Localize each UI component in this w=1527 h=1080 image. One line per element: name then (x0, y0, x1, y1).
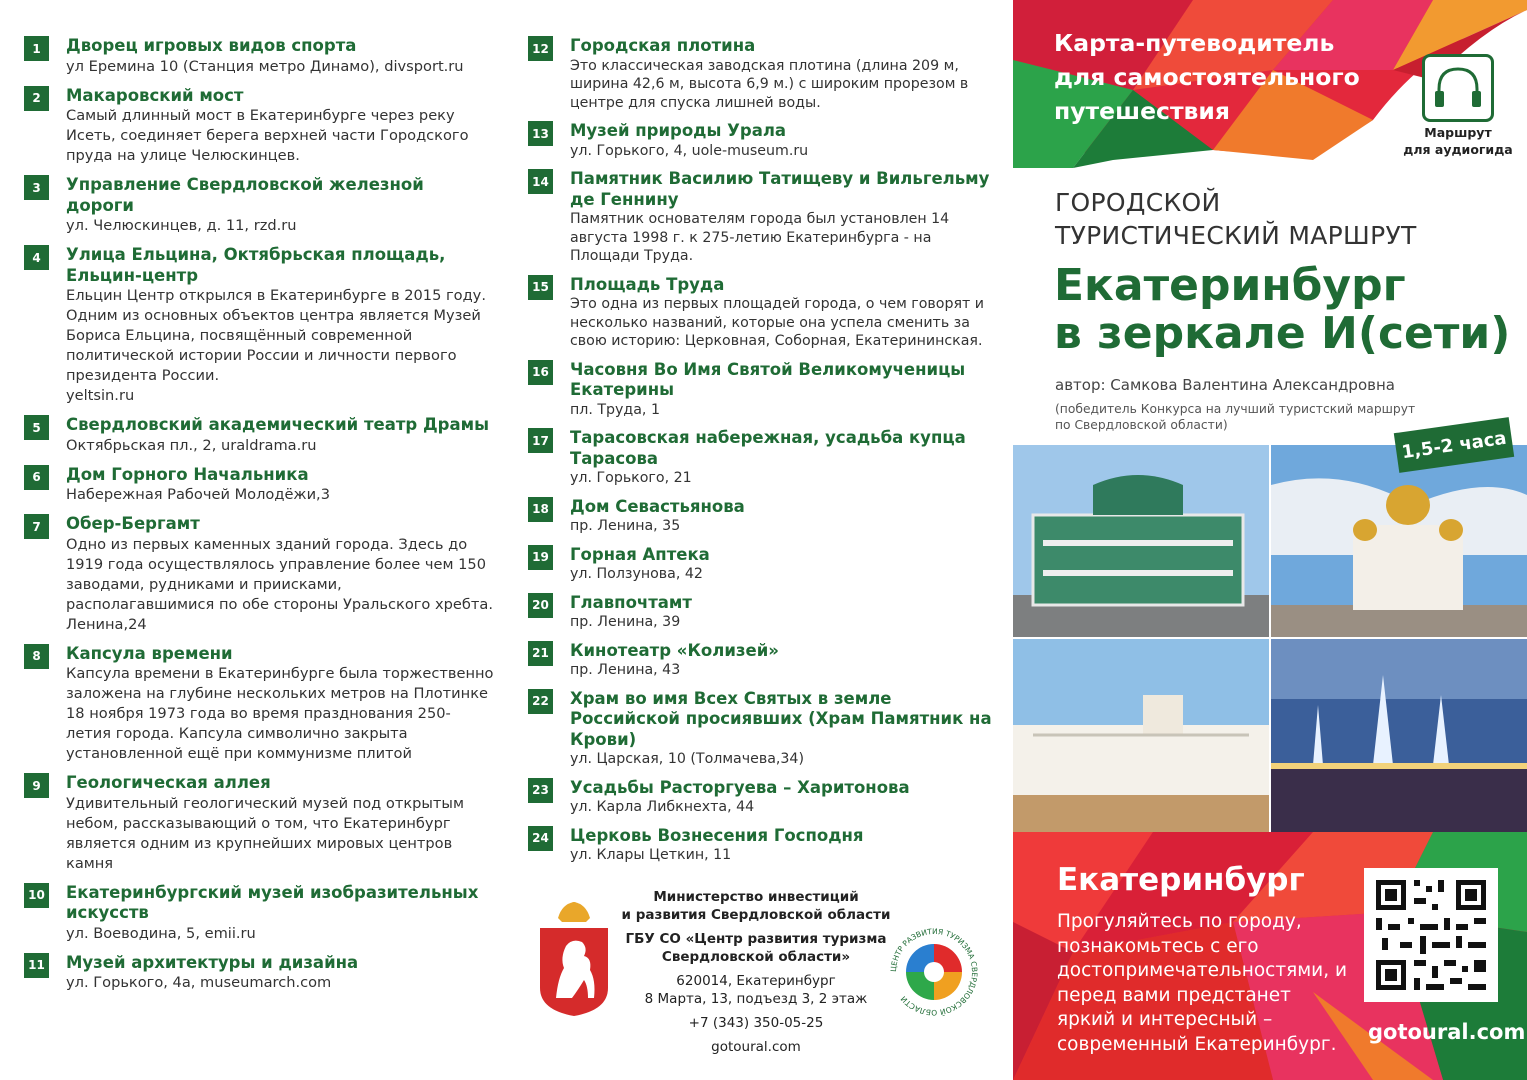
audio-guide-box[interactable] (1422, 54, 1494, 122)
route-title (1054, 262, 1510, 358)
stop-number-badge: 2 (24, 86, 49, 111)
stop-number-badge: 21 (528, 641, 553, 666)
route-stop (528, 169, 998, 266)
stop-description: Удивительный геологический музей под открытым небом, рассказывающий о том, что Екатеринбург является одним из крупнейших мировых центров камня (66, 794, 464, 872)
stop-number-badge: 4 (24, 245, 49, 270)
stop-body (66, 465, 494, 506)
stop-body (66, 514, 494, 635)
stop-title: Часовня Во Имя Святой Великомученицы Екатерины (570, 359, 966, 399)
stop-description: пр. Ленина, 43 (570, 662, 681, 678)
stop-title: Управление Свердловской железной дороги (66, 175, 424, 215)
stop-body (570, 778, 998, 817)
middle-column (528, 36, 998, 874)
stop-number-badge: 23 (528, 778, 553, 803)
route-stop (24, 953, 494, 994)
stop-body (66, 36, 494, 77)
stop-body (570, 497, 998, 536)
tourism-logo-text: ЦЕНТР РАЗВИТИЯ ТУРИЗМА СВЕРДЛОВСКОЙ ОБЛАСТИ (888, 926, 980, 1018)
ministry-line-3: ГБУ СО «Центр развития туризма (625, 931, 887, 947)
stop-title: Городская плотина (570, 36, 756, 55)
stop-body (66, 245, 494, 406)
stop-description: пл. Труда, 1 (570, 401, 660, 418)
ministry-phone: +7 (343) 350-05-25 (688, 1015, 824, 1031)
route-stop (24, 175, 494, 236)
stop-body (66, 953, 494, 994)
stop-body (570, 428, 998, 488)
left-column (24, 36, 494, 1002)
route-stop (528, 593, 998, 632)
route-title-line-1: Екатеринбург (1054, 260, 1406, 311)
stop-number-badge: 12 (528, 36, 553, 61)
route-stop (528, 121, 998, 160)
stop-body (570, 169, 998, 266)
route-stop (24, 644, 494, 765)
stop-description: ул. Челюскинцев, д. 11, rzd.ru (66, 217, 297, 234)
stop-title: Горная Аптека (570, 544, 710, 564)
route-stop (528, 545, 998, 584)
route-stop (528, 428, 998, 488)
stop-number-badge: 16 (528, 360, 553, 385)
ministry-block (538, 888, 988, 1068)
stop-title: Дом Севастьянова (570, 496, 745, 516)
stop-body (66, 415, 494, 456)
stop-number-badge: 8 (24, 644, 49, 669)
stop-number-badge: 9 (24, 773, 49, 798)
ministry-line-2: и развития Свердловской области (621, 907, 891, 923)
stop-description: Набережная Рабочей Молодёжи,3 (66, 486, 330, 503)
photo-sevastyanov-house (1013, 445, 1269, 637)
stop-title: Дворец игровых видов спорта (66, 36, 357, 55)
stop-body (570, 641, 998, 680)
city-description: Прогуляйтесь по городу, познакомьтесь с его достопримечательностями, и перед вами предстанет яркий и интересный – современный Екатеринбург. (1057, 911, 1347, 1055)
stop-number-badge: 5 (24, 415, 49, 440)
stop-number-badge: 24 (528, 826, 553, 851)
stop-number-badge: 18 (528, 497, 553, 522)
stop-description: ул. Горького, 4, uole-museum.ru (570, 142, 809, 159)
stop-body (66, 883, 494, 944)
stop-title: Храм во имя Всех Святых в земле Российской просиявших (Храм Памятник на Крови) (570, 688, 992, 749)
stop-body (66, 644, 494, 765)
stop-number-badge: 6 (24, 465, 49, 490)
stop-number-badge: 10 (24, 883, 49, 908)
stop-body (570, 275, 998, 351)
ministry-text (616, 888, 896, 1056)
stop-title: Музей архитектуры и дизайна (66, 952, 359, 972)
route-stop (24, 245, 494, 406)
stop-description: ул. Горького, 4а, museumarch.com (66, 974, 332, 991)
ministry-site[interactable]: gotoural.com (711, 1039, 801, 1055)
audio-guide-label (1395, 124, 1521, 158)
stop-title: Кинотеатр «Колизей» (570, 640, 779, 660)
photo-collage (1013, 445, 1527, 832)
route-stop (528, 275, 998, 351)
stop-description: ул. Клары Цеткин, 11 (570, 847, 732, 863)
stop-number-badge: 14 (528, 169, 553, 194)
winner-note-line-1: (победитель Конкурса на лучший туристский маршрут (1055, 402, 1416, 416)
stop-title: Улица Ельцина, Октябрьская площадь, Ельцин-центр (66, 245, 446, 285)
stop-title: Памятник Василию Татищеву и Вильгельму де Геннину (570, 169, 990, 209)
stop-title: Дом Горного Начальника (66, 464, 309, 484)
route-stop (24, 415, 494, 456)
stop-body (66, 86, 494, 167)
stop-title: Свердловский академический театр Драмы (66, 415, 490, 434)
photo-church-on-blood (1271, 445, 1527, 637)
route-stop (24, 465, 494, 506)
route-stop (528, 497, 998, 536)
stop-body (66, 175, 494, 236)
stop-number-badge: 17 (528, 428, 553, 453)
route-stop (24, 773, 494, 874)
stop-number-badge: 19 (528, 545, 553, 570)
stop-number-badge: 1 (24, 36, 49, 61)
stop-title: Тарасовская набережная, усадьба купца Тарасова (570, 428, 966, 468)
stop-number-badge: 3 (24, 175, 49, 200)
ministry-address-2: 8 Марта, 13, подъезд 3, 2 этаж (644, 991, 868, 1007)
stop-number-badge: 15 (528, 275, 553, 300)
stop-description: ул. Воеводина, 5, emii.ru (66, 924, 256, 942)
route-stop (24, 36, 494, 77)
route-subtitle (1055, 186, 1417, 252)
stop-body (570, 593, 998, 632)
stop-title: Екатеринбургский музей изобразительных искусств (66, 882, 479, 922)
website-link[interactable]: gotoural.com (1368, 1020, 1526, 1044)
stop-description: Октябрьская пл., 2, uraldrama.ru (66, 436, 317, 454)
stop-body (66, 773, 494, 874)
stop-title: Музей природы Урала (570, 121, 787, 140)
ministry-line-1: Министерство инвестиций (653, 889, 859, 905)
stop-description: ул Еремина 10 (Станция метро Динамо), divsport.ru (66, 57, 464, 75)
guide-title: Карта-путеводитель для самостоятельного путешествия (1054, 29, 1360, 125)
qr-code[interactable] (1364, 868, 1498, 1002)
winner-note (1055, 401, 1415, 433)
stop-title: Площадь Труда (570, 274, 725, 294)
stop-description: Это одна из первых площадей города, о чем говорят и несколько названий, которые она успела сменить за свою историю: Церковная, Соборная, Екатерининская. (570, 296, 985, 349)
stop-number-badge: 7 (24, 514, 49, 539)
coat-of-arms-logo (538, 898, 610, 1016)
stop-title: Обер-Бергамт (66, 514, 200, 533)
route-stop (528, 826, 998, 865)
route-stop (24, 883, 494, 944)
route-stop (528, 360, 998, 420)
stop-body (570, 360, 998, 420)
stop-description: пр. Ленина, 35 (570, 518, 681, 534)
stop-body (570, 36, 998, 112)
cover-panel (1013, 0, 1527, 1080)
stop-description: пр. Ленина, 39 (570, 614, 681, 630)
route-stop (528, 36, 998, 112)
tourism-center-logo (888, 926, 980, 1018)
stop-number-badge: 20 (528, 593, 553, 618)
stop-body (570, 689, 998, 769)
duration-badge: 1,5-2 часа (1394, 417, 1514, 473)
audio-label-line-2: для аудиогида (1403, 142, 1513, 157)
ministry-address-1: 620014, Екатеринбург (676, 973, 836, 989)
stop-title: Усадьбы Расторгуева – Харитонова (570, 777, 910, 797)
route-stop (528, 689, 998, 769)
stop-body (570, 545, 998, 584)
winner-note-line-2: по Свердловской области) (1055, 418, 1228, 432)
route-stop (528, 641, 998, 680)
author-line: автор: Самкова Валентина Александровна (1055, 376, 1395, 394)
stop-description: ул. Карла Либкнехта, 44 (570, 799, 755, 815)
stop-number-badge: 13 (528, 121, 553, 146)
photo-rastorguev-estate (1013, 639, 1269, 832)
stop-title: Макаровский мост (66, 85, 244, 105)
stop-body (570, 121, 998, 160)
stop-description: Самый длинный мост в Екатеринбурге через реку Исеть, соединяет берега верхней части Городского пруда на улице Челюскинцев. (66, 107, 469, 164)
stop-title: Церковь Вознесения Господня (570, 825, 864, 845)
stop-title: Геологическая аллея (66, 773, 271, 792)
stop-description: ул. Горького, 21 (570, 470, 692, 486)
headphones-icon (1425, 57, 1491, 119)
route-subtitle-line-2: ТУРИСТИЧЕСКИЙ МАРШРУТ (1055, 221, 1417, 250)
stop-description: Одно из первых каменных зданий города. Здесь до 1919 года осуществлялось управление более чем 150 заводами, рудниками и приисками, располагавшимися по обе стороны Уральского хребта. Ленина,24 (66, 535, 493, 633)
stop-description: Памятник основателям города был установлен 14 августа 1998 г. к 275-летию Екатеринбурга - на Площади Труда. (570, 211, 950, 264)
stop-description: Это классическая заводская плотина (длина 209 м, ширина 42,6 м, высота 6,9 м.) с широким прорезом в центре для спуска лишней воды. (570, 57, 969, 111)
city-heading: Екатеринбург (1057, 862, 1305, 898)
stop-title: Главпочтамт (570, 592, 692, 612)
stop-description: Капсула времени в Екатеринбурге была торжественно заложена на глубине нескольких метров на Плотинке 18 ноября 1973 года во время празднования 250-летия города. Капсула символично закрыта установленной ещё при коммунизме плитой (66, 665, 494, 762)
stop-title: Капсула времени (66, 643, 233, 663)
ministry-line-4: Свердловской области» (661, 949, 851, 965)
stop-description: ул. Ползунова, 42 (570, 566, 703, 582)
stop-description: Ельцин Центр открылся в Екатеринбурге в 2015 году. Одним из основных объектов центра является Музей Бориса Ельцина, посвящённый современной политической истории России и личности первого президента России. yeltsin.ru (66, 287, 486, 404)
route-title-line-2: в зеркале И(сети) (1054, 308, 1511, 359)
stop-number-badge: 22 (528, 689, 553, 714)
route-stop (24, 86, 494, 167)
route-subtitle-line-1: ГОРОДСКОЙ (1055, 188, 1221, 217)
route-stop (528, 778, 998, 817)
route-stop (24, 514, 494, 635)
stop-number-badge: 11 (24, 953, 49, 978)
stop-description: ул. Царская, 10 (Толмачева,34) (570, 751, 804, 767)
stop-body (570, 826, 998, 865)
photo-fountain-evening (1271, 639, 1527, 832)
audio-label-line-1: Маршрут (1424, 125, 1492, 140)
